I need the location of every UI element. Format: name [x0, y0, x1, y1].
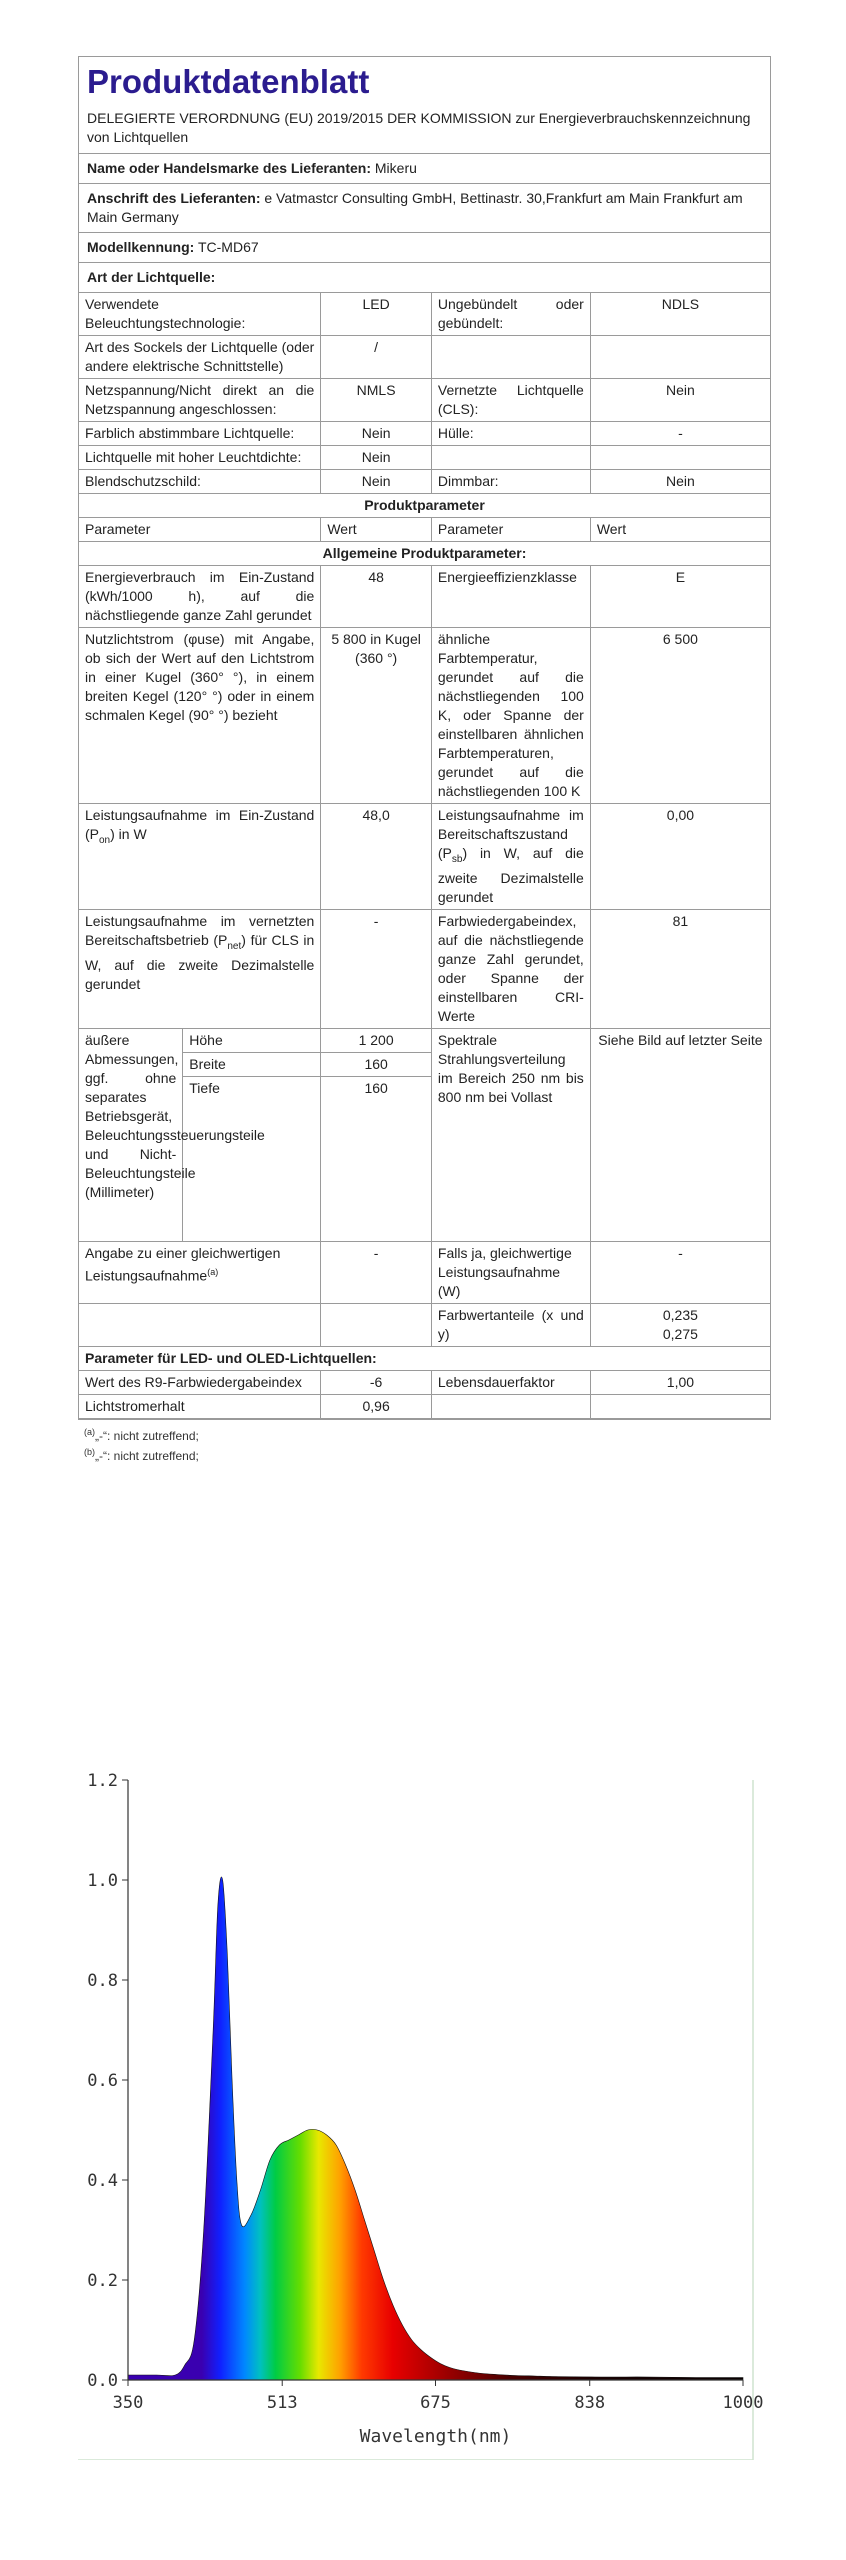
y-tick-label: 0.6 — [87, 2071, 118, 2091]
r9-value: -6 — [321, 1370, 432, 1394]
x-tick-label: 838 — [574, 2393, 606, 2413]
spectrum-chart — [78, 1760, 771, 2460]
hull-value: - — [590, 422, 770, 446]
chroma-x-value: 0,235 — [662, 1306, 698, 1323]
table-row — [79, 1241, 770, 1303]
footnotes — [84, 1424, 199, 1464]
chroma-value — [590, 1303, 770, 1346]
supplier-address-row — [79, 184, 770, 233]
y-tick-label: 0.0 — [87, 2371, 118, 2391]
table-row — [79, 494, 770, 518]
section-heading-led: Parameter für LED- und OLED-Lichtquellen: — [79, 1346, 770, 1370]
mains-value: NMLS — [321, 379, 432, 422]
supplier-name-label: Name oder Handelsmarke des Lieferanten: — [87, 160, 371, 176]
spectral-value: Siehe Bild auf letzter Seite — [590, 1028, 770, 1241]
supplier-address-label: Anschrift des Lieferanten: — [87, 190, 261, 206]
pon-value: 48,0 — [321, 804, 432, 910]
dimensions-values — [321, 1028, 432, 1241]
flux-label: Nutzlichtstrom (φuse) mit Angabe, ob sich der Wert auf den Lichtstrom in einer Kugel (360° °), in einem breiten Kegel (120° °) oder in einem schmalen Kegel (90° °) bezieht — [79, 628, 321, 804]
lifetime-label: Lebensdauerfaktor — [431, 1370, 590, 1394]
color-tunable-value: Nein — [321, 422, 432, 446]
bundled-value: NDLS — [590, 293, 770, 336]
highlum-value: Nein — [321, 446, 432, 470]
cct-value: 6 500 — [590, 628, 770, 804]
cri-label: Farbwiedergabeindex, auf die nächstliegende ganze Zahl gerundet, oder Spanne der einstellbaren CRI-Werte — [431, 909, 590, 1028]
eclass-value: E — [590, 566, 770, 628]
pnet-label: Leistungsaufnahme im vernetzten Bereitschaftsbetrieb $(P_{net})$ für CLS in W, auf die zweite Dezimalstelle gerundet — [79, 909, 321, 1028]
highlum-label: Lichtquelle mit hoher Leuchtdichte: — [79, 446, 321, 470]
table-row — [79, 518, 770, 542]
y-tick-label: 0.4 — [87, 2171, 118, 2191]
x-tick-label: 513 — [266, 2393, 298, 2413]
r9-label: Wert des R9-Farbwiedergabeindex — [79, 1370, 321, 1394]
y-tick-label: 0.8 — [87, 1971, 118, 1991]
x-tick-label: 350 — [112, 2393, 144, 2413]
table-row — [79, 379, 770, 422]
model-value: TC-MD67 — [197, 239, 259, 255]
table-row — [79, 909, 770, 1028]
depth-value: 160 — [364, 1079, 388, 1096]
tech-value: LED — [321, 293, 432, 336]
section-heading-product-params: Produktparameter — [79, 494, 770, 518]
hull-label: Hülle: — [431, 422, 590, 446]
x-tick-label: 1000 — [722, 2393, 764, 2413]
energy-value: 48 — [321, 566, 432, 628]
table-row — [79, 336, 770, 379]
dim-value: Nein — [590, 470, 770, 494]
width-label: Breite — [183, 1052, 321, 1076]
table-row — [79, 542, 770, 566]
eclass-label: Energieeffizienzklasse — [431, 566, 590, 628]
supplier-address-value: e Vatmastcr Consulting GmbH, Bettinastr. 30,Frankfurt am Main Frankfurt am Main Germany — [87, 190, 743, 225]
mains-label: Netzspannung/Nicht direkt an die Netzspannung angeschlossen: — [79, 379, 321, 422]
x-tick-label: 675 — [420, 2393, 451, 2413]
x-axis-label: Wavelength(nm) — [359, 2426, 512, 2447]
page-title: Produktdatenblatt — [87, 63, 370, 100]
y-tick-label: 0.2 — [87, 2271, 118, 2291]
lightsource-table — [79, 293, 770, 1419]
cls-label: Vernetzte Lichtquelle (CLS): — [431, 379, 590, 422]
dim-label: Dimmbar: — [431, 470, 590, 494]
supplier-name-row — [79, 154, 770, 184]
psb-label: Leistungsaufnahme im Bereitschaftszustand $(P_{sb})$ in W, auf die zweite Dezimalstelle gerundet — [431, 804, 590, 910]
equiv-label: Angabe zu einer gleichwertigen Leistungsaufnahme$^{(a)}$ — [79, 1241, 321, 1303]
ifyes-value: - — [590, 1241, 770, 1303]
table-row — [79, 1346, 770, 1370]
equiv-value: - — [321, 1241, 432, 1303]
spectrum-chart-svg — [78, 1760, 771, 2460]
dimensions-subtable — [79, 1029, 320, 1241]
footnote-a: $^{(a)}$„-“: nicht zutreffend; — [84, 1427, 199, 1443]
supplier-name-value: Mikeru — [374, 160, 417, 176]
tech-label: Verwendete Beleuchtungstechnologie: — [79, 293, 321, 336]
table-row — [79, 293, 770, 336]
width-value: 160 — [321, 1053, 431, 1077]
table-row — [79, 628, 770, 804]
table-row — [79, 422, 770, 446]
chroma-y-value: 0,275 — [662, 1325, 698, 1342]
glare-value: Nein — [321, 470, 432, 494]
spectral-label: Spektrale Strahlungsverteilung im Bereich 250 nm bis 800 nm bei Vollast — [431, 1028, 590, 1241]
bundled-label: Ungebündelt oder gebündelt: — [431, 293, 590, 336]
lightsource-type-row — [79, 263, 770, 293]
table-row — [79, 1394, 770, 1418]
table-row — [79, 446, 770, 470]
height-label: Höhe — [183, 1029, 321, 1053]
model-row — [79, 233, 770, 263]
table-row — [79, 566, 770, 628]
model-label: Modellkennung: — [87, 239, 195, 255]
col-header-value-2: Wert — [590, 518, 770, 542]
cct-label: ähnliche Farbtemperatur, gerundet auf die nächstliegenden 100 K, oder Spanne der einstellbaren ähnlichen Farbtemperaturen, gerundet auf die nächstliegenden 100 K — [431, 628, 590, 804]
pon-label: Leistungsaufnahme im Ein-Zustand $(P_{on})$ in W — [79, 804, 321, 910]
dimensions-label: äußere Abmessungen, ggf. ohne separates Betriebsgerät, Beleuchtungssteuerungsteile und Nicht-Beleuchtungsteile (Millimeter) — [79, 1029, 183, 1241]
ifyes-label: Falls ja, gleichwertige Leistungsaufnahme (W) — [431, 1241, 590, 1303]
cri-value: 81 — [590, 909, 770, 1028]
lightsource-type-label: Art der Lichtquelle: — [87, 269, 216, 285]
color-tunable-label: Farblich abstimmbare Lichtquelle: — [79, 422, 321, 446]
regulation-subtitle: DELEGIERTE VERORDNUNG (EU) 2019/2015 DER KOMMISSION zur Energieverbrauchskennzeichnung von Lichtquellen — [79, 103, 770, 154]
table-row — [79, 1303, 770, 1346]
cls-value: Nein — [590, 379, 770, 422]
flux-value: 5 800 in Kugel (360 °) — [321, 628, 432, 804]
maintenance-value: 0,96 — [321, 1394, 432, 1418]
socket-label: Art des Sockels der Lichtquelle (oder andere elektrische Schnittstelle) — [79, 336, 321, 379]
table-row — [79, 804, 770, 910]
spectrum-area — [128, 1877, 743, 2380]
col-header-value: Wert — [321, 518, 432, 542]
y-tick-label: 1.2 — [87, 1771, 118, 1791]
energy-label: Energieverbrauch im Ein-Zustand (kWh/1000 h), auf die nächstliegende ganze Zahl gerundet — [79, 566, 321, 628]
height-value: 1 200 — [321, 1029, 431, 1053]
dimensions-cell — [79, 1028, 321, 1241]
table-row — [79, 1028, 770, 1241]
section-heading-general: Allgemeine Produktparameter: — [79, 542, 770, 566]
socket-value: / — [321, 336, 432, 379]
chroma-label: Farbwertanteile (x und y) — [431, 1303, 590, 1346]
pnet-value: - — [321, 909, 432, 1028]
col-header-param-2: Parameter — [431, 518, 590, 542]
depth-label: Tiefe — [183, 1076, 321, 1241]
psb-value: 0,00 — [590, 804, 770, 910]
footnote-b: $^{(b)}$„-“: nicht zutreffend; — [84, 1447, 199, 1463]
maintenance-label: Lichtstromerhalt — [79, 1394, 321, 1418]
datasheet — [78, 56, 771, 1420]
table-row — [79, 1370, 770, 1394]
col-header-param: Parameter — [79, 518, 321, 542]
lifetime-value: 1,00 — [590, 1370, 770, 1394]
y-tick-label: 1.0 — [87, 1871, 118, 1891]
glare-label: Blendschutzschild: — [79, 470, 321, 494]
table-row — [79, 470, 770, 494]
